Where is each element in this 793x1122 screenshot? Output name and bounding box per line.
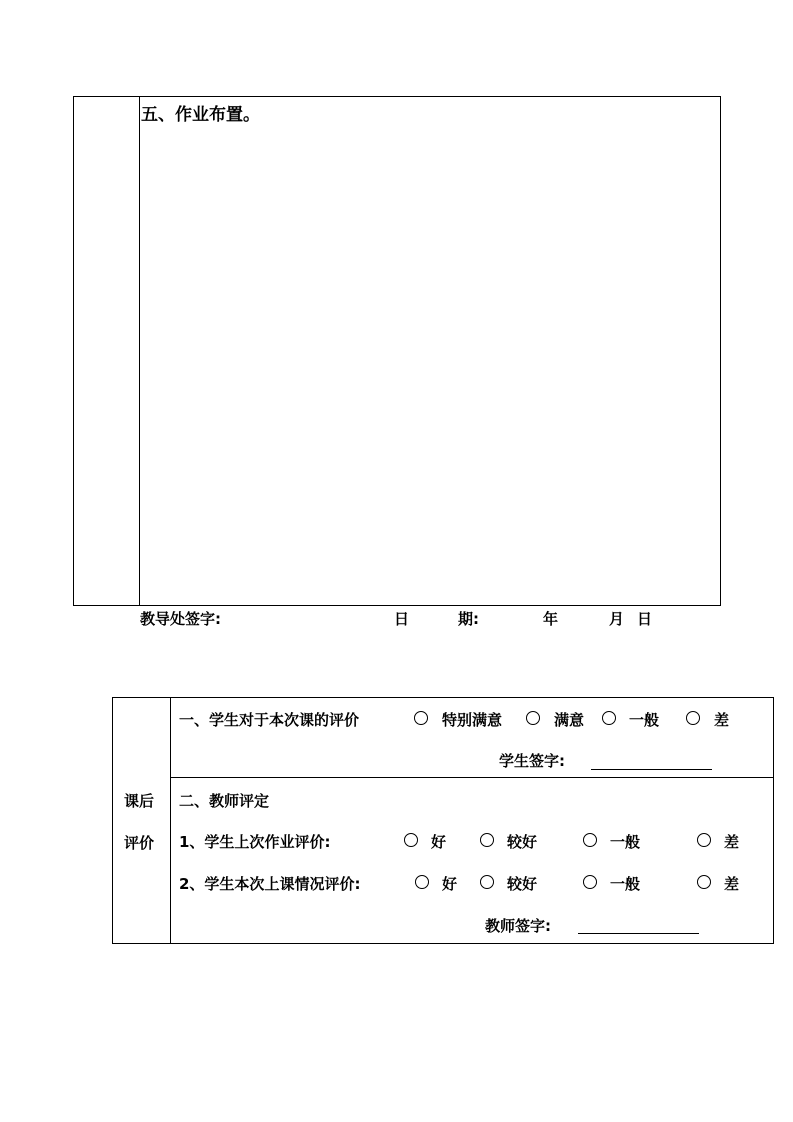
q1-radio-fairly-good[interactable] [480,833,494,847]
q2-option-good: 好 [442,875,458,893]
radio-poor[interactable] [686,711,700,725]
radio-average[interactable] [602,711,616,725]
q2-option-fairly-good: 较好 [507,875,538,893]
office-signature-label: 教导处签字: [140,610,221,628]
row-divider [171,777,773,778]
q2-label: 2、学生本次上课情况评价: [179,875,361,893]
q1-radio-poor[interactable] [697,833,711,847]
q2-option-poor: 差 [724,875,740,893]
month-label: 月 [609,610,625,628]
year-label: 年 [543,610,559,628]
radio-very-satisfied[interactable] [414,711,428,725]
section-label-line1: 课后 [124,792,155,810]
q1-label: 1、学生上次作业评价: [179,833,331,851]
q2-radio-fairly-good[interactable] [480,875,494,889]
day-label: 日 [637,610,653,628]
evaluation-table [112,697,774,944]
section-label-line2: 评价 [124,834,155,852]
q1-option-good: 好 [431,833,447,851]
date-label-1: 日 [394,610,410,628]
student-eval-question: 一、学生对于本次课的评价 [179,711,360,729]
homework-table [73,96,721,606]
q1-radio-good[interactable] [404,833,418,847]
q1-option-fairly-good: 较好 [507,833,538,851]
q1-option-poor: 差 [724,833,740,851]
option-poor: 差 [714,711,730,729]
evaluation-label-cell [113,698,171,943]
homework-title: 五、作业布置。 [141,105,260,125]
option-very-satisfied: 特别满意 [442,711,503,729]
student-signature-line[interactable] [591,769,712,770]
q2-option-average: 一般 [610,875,641,893]
student-signature-label: 学生签字: [499,752,565,770]
teacher-eval-heading: 二、教师评定 [179,792,270,810]
q2-radio-good[interactable] [415,875,429,889]
q1-option-average: 一般 [610,833,641,851]
q1-radio-average[interactable] [583,833,597,847]
option-average: 一般 [629,711,660,729]
date-label-2: 期: [458,610,479,628]
radio-satisfied[interactable] [526,711,540,725]
homework-label-cell [74,97,140,605]
teacher-signature-line[interactable] [578,933,699,934]
option-satisfied: 满意 [554,711,585,729]
q2-radio-average[interactable] [583,875,597,889]
q2-radio-poor[interactable] [697,875,711,889]
teacher-signature-label: 教师签字: [485,917,551,935]
